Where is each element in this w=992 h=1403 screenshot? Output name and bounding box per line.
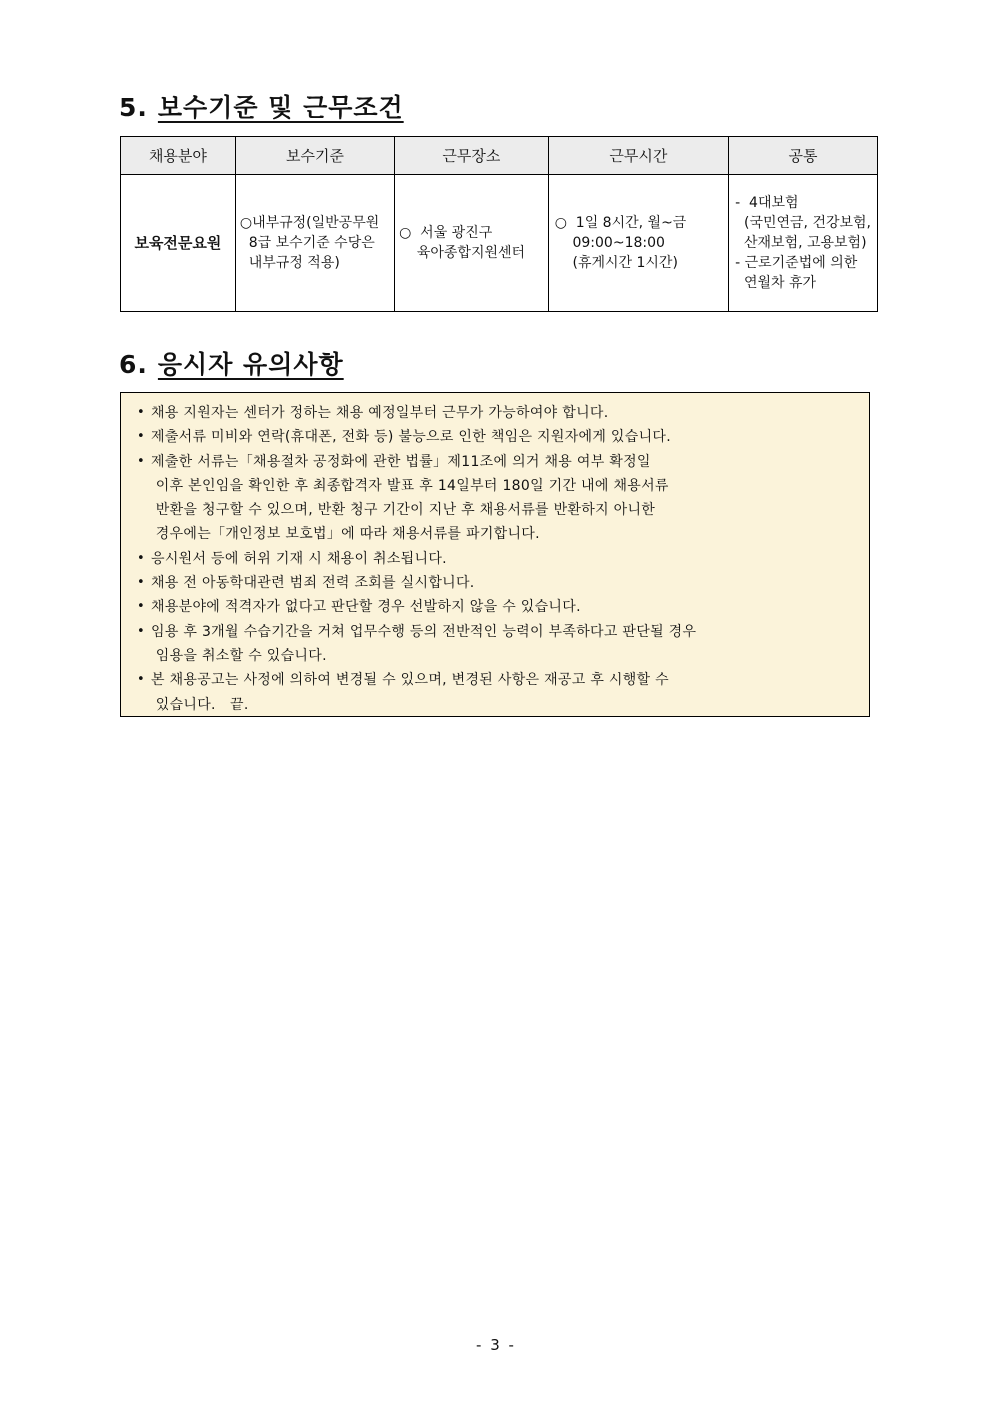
cell-pay [235,175,394,312]
section-5-number: 5. [119,93,148,122]
header-common: 공통 [729,137,878,175]
cell-hours [548,175,728,312]
hours-text: ○ 1일 8시간, 월~금 09:00~18:00 (휴게시간 1시간) [554,215,687,271]
list-item-text: 채용 전 아동학대관련 범죄 전력 조회를 실시합니다. [151,575,475,592]
bullet: • [137,453,145,469]
section-5-heading [119,88,404,124]
list-item [137,401,855,425]
list-item-text: 채용분야에 적격자가 없다고 판단할 경우 선발하지 않을 수 있습니다. [151,599,581,616]
list-item [137,425,855,449]
list-item-text: 응시원서 등에 허위 기재 시 채용이 취소됩니다. [151,550,447,567]
section-6-title: 응시자 유의사항 [157,350,344,379]
list-item-text: 본 채용공고는 사정에 의하여 변경될 수 있으며, 변경된 사항은 재공고 후 시행할 수 있습니다. 끝. [151,672,669,713]
bullet: • [137,623,145,639]
notice-box [120,392,870,717]
list-item [137,620,855,669]
list-item-text: 채용 지원자는 센터가 정하는 채용 예정일부터 근무가 가능하여야 합니다. [151,405,609,421]
bullet: • [137,405,145,420]
section-5-title: 보수기준 및 근무조건 [157,93,404,122]
bullet: • [137,672,145,688]
list-item [137,668,855,717]
list-item-text: 제출한 서류는「채용절차 공정화에 관한 법률」제11조에 의거 채용 여부 확정일 이후 본인임을 확인한 후 최종합격자 발표 후 14일부터 180일 기간 내에 채용서류 반환을 청구할 수 있으며, 반환 청구 기간이 지난 후 채용서류를 반환하지 아니한 경우에는「개인정보 보호법」에 따라 채용서류를 파기합니다. [151,453,669,543]
header-field: 채용분야 [121,137,236,175]
bullet: • [137,599,145,615]
cell-field: 보육전문요원 [121,175,236,312]
list-item [137,547,855,571]
common-text: - 4대보험 (국민연금, 건강보험, 산재보험, 고용보험) - 근로기준법에 의한 연월차 휴가 [735,195,871,291]
cell-location [395,175,549,312]
bullet: • [137,550,145,566]
header-pay: 보수기준 [235,137,394,175]
cell-common [729,175,878,312]
section-6-number: 6. [119,350,148,379]
list-item [137,571,855,595]
bullet: • [137,429,145,445]
header-hours: 근무시간 [548,137,728,175]
list-item [137,595,855,619]
list-item [137,450,855,547]
bullet: • [137,575,145,591]
page-number: - 3 - [476,1336,516,1354]
table-row [121,175,878,312]
section-6-heading [119,345,344,381]
list-item-text: 임용 후 3개월 수습기간을 거쳐 업무수행 등의 전반적인 능력이 부족하다고 판단될 경우 임용을 취소할 수 있습니다. [151,623,697,664]
header-location: 근무장소 [395,137,549,175]
pay-text: ○내부규정(일반공무원 8급 보수기준 수당은 내부규정 적용) [239,215,380,271]
table-header-row [121,137,878,175]
pay-conditions-table [120,136,878,312]
list-item-text: 제출서류 미비와 연락(휴대폰, 전화 등) 불능으로 인한 책임은 지원자에게 있습니다. [151,429,671,446]
location-text: ○ 서울 광진구 육아종합지원센터 [399,225,526,261]
